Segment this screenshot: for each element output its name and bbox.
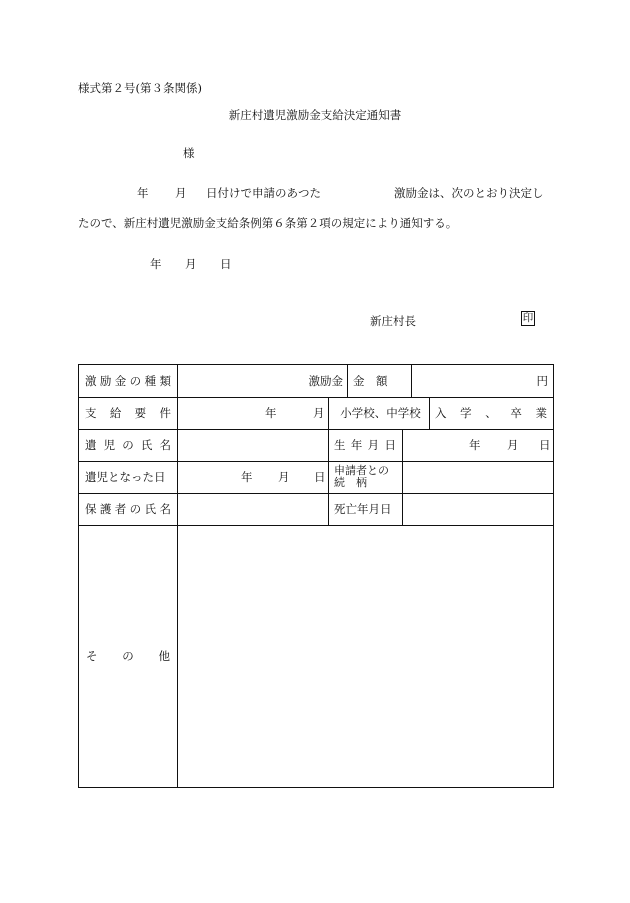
gekireikin-text: 激励金	[308, 374, 343, 388]
label-other-char: 他	[158, 649, 170, 663]
label-child-name-char: 児	[103, 438, 116, 452]
req-enroll-char: 業	[535, 406, 547, 420]
col-divider	[328, 397, 329, 525]
req-enroll-char: 、	[485, 406, 497, 420]
label-guardian-name-char: 氏	[144, 502, 157, 516]
label-other-char: そ	[86, 649, 98, 663]
label-requirement-char: 件	[159, 406, 171, 420]
label-other-char: の	[122, 649, 134, 663]
req-year: 年	[265, 406, 277, 420]
label-orphan-date: 遺児となった日	[85, 470, 166, 484]
label-guardian-name	[79, 493, 177, 525]
label-child-name-char: 名	[159, 438, 171, 452]
line1-text-b: 激励金は、次のとおり決定し	[394, 186, 544, 200]
label-requirement-char: 支	[85, 406, 97, 420]
label-relation	[334, 461, 398, 493]
label-birthdate-char: 年	[350, 438, 363, 452]
req-enroll-char: 入	[435, 406, 447, 420]
birth-month: 月	[507, 438, 519, 452]
label-birthdate-char: 月	[367, 438, 380, 452]
req-school: 小学校、中学校	[340, 406, 421, 420]
label-guardian-name-char: 者	[114, 502, 127, 516]
label-kind-char: の	[129, 374, 142, 388]
label-guardian-name-char: 保	[85, 502, 97, 516]
date-day: 日	[220, 257, 232, 271]
label-requirement-char: 給	[109, 406, 122, 420]
label-birthdate	[328, 429, 402, 461]
label-kind-char: 激	[85, 374, 97, 388]
orphan-day: 日	[314, 470, 326, 484]
req-enroll-char: 卒	[510, 406, 522, 420]
line1-year: 年	[137, 186, 149, 200]
req-enroll-char: 学	[460, 406, 472, 420]
label-child-name	[79, 429, 177, 461]
label-guardian-name-char: 護	[99, 502, 112, 516]
label-birthdate-char: 日	[384, 438, 396, 452]
date-year: 年	[150, 257, 162, 271]
req-month: 月	[313, 406, 325, 420]
label-kind-char: 金	[114, 374, 127, 388]
birth-day: 日	[539, 438, 551, 452]
relation-line-2: 続 柄	[334, 476, 367, 489]
recipient-suffix: 様	[183, 146, 195, 160]
label-requirement-char: 要	[134, 406, 147, 420]
orphan-year: 年	[241, 470, 253, 484]
kind-value	[177, 365, 343, 397]
document-title: 新庄村遺児激励金支給決定通知書	[228, 108, 402, 122]
label-guardian-name-char: 名	[159, 502, 171, 516]
col-divider	[347, 365, 348, 397]
label-guardian-name-char: の	[129, 502, 142, 516]
label-child-name-char: 遺	[85, 438, 97, 452]
label-kind-char: 励	[99, 374, 112, 388]
label-death-date: 死亡年月日	[334, 502, 392, 516]
amount-label: 金 額	[353, 374, 388, 388]
label-child-name-char: の	[122, 438, 134, 452]
label-child-name-char: 氏	[140, 438, 153, 452]
label-kind	[79, 365, 177, 397]
col-divider	[402, 429, 403, 525]
form-number: 様式第２号(第３条関係)	[78, 81, 202, 95]
body-line-2: たので、新庄村遺児激励金支給条例第６条第２項の規定により通知する。	[78, 216, 458, 230]
amount-yen: 円	[536, 374, 548, 388]
line1-text-a: 日付けで申請のあつた	[206, 186, 321, 200]
label-other	[79, 525, 177, 787]
decision-form-table	[78, 364, 554, 788]
label-kind-char: 種	[144, 374, 157, 388]
orphan-month: 月	[278, 470, 290, 484]
req-enroll	[429, 397, 553, 429]
label-kind-char: 類	[159, 374, 171, 388]
line1-month: 月	[175, 186, 187, 200]
birth-year: 年	[469, 438, 481, 452]
issuer-title: 新庄村長	[370, 314, 416, 328]
relation-line-1: 申請者との	[334, 464, 389, 477]
label-birthdate-char: 生	[334, 438, 346, 452]
label-requirement	[79, 397, 177, 429]
date-month: 月	[185, 257, 197, 271]
col-divider	[177, 365, 178, 787]
seal-mark: 印	[522, 312, 534, 324]
